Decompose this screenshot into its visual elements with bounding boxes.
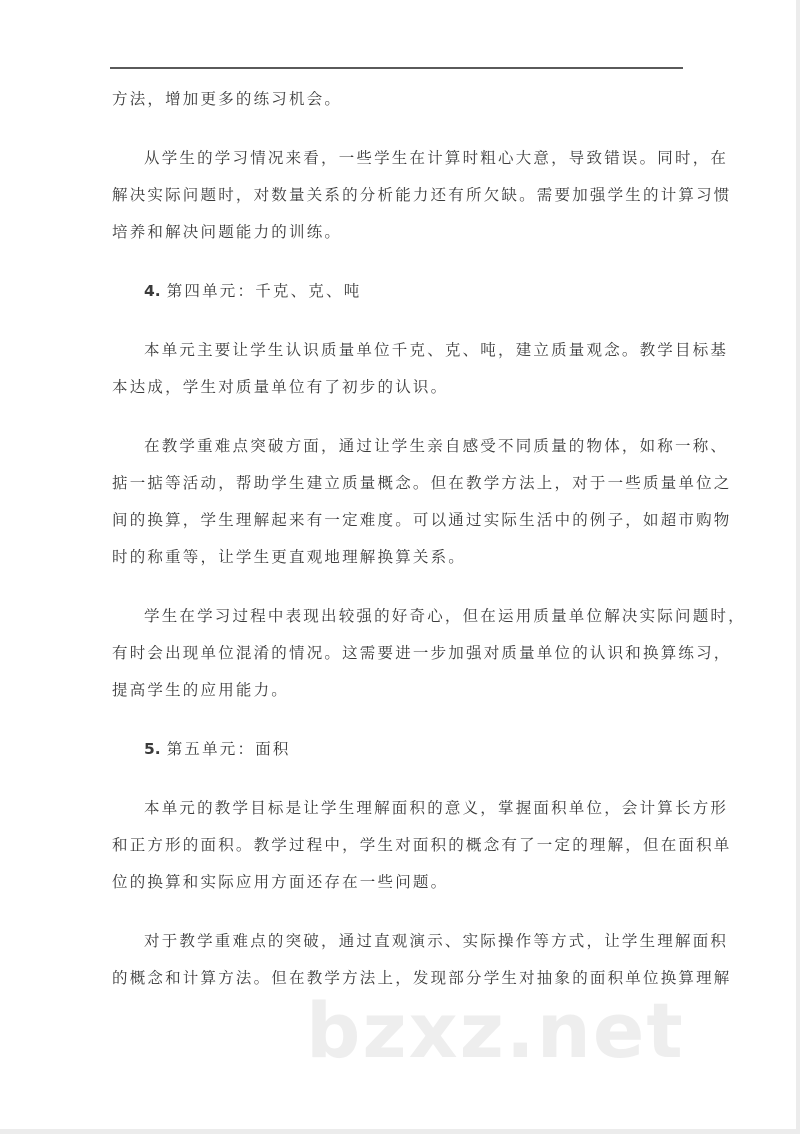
paragraph (112, 433, 732, 581)
paragraph-line: 本达成，学生对质量单位有了初步的认识。 (112, 378, 449, 396)
paragraph (112, 603, 746, 714)
paragraph (112, 928, 732, 1002)
paragraph-line: 方法，增加更多的练习机会。 (112, 90, 343, 108)
section-number: 4. (144, 282, 161, 300)
paragraph-line: 位的换算和实际应用方面还存在一些问题。 (112, 873, 449, 891)
paragraph-line: 有时会出现单位混淆的情况。这需要进一步加强对质量单位的认识和换算练习， (112, 644, 732, 662)
section-title: 第四单元：千克、克、吨 (166, 282, 362, 300)
section-title: 第五单元：面积 (166, 740, 291, 758)
paragraph-line: 和正方形的面积。教学过程中，学生对面积的概念有了一定的理解，但在面积单 (112, 836, 732, 854)
paragraph-line: 本单元主要让学生认识质量单位千克、克、吨，建立质量观念。教学目标基 (144, 341, 729, 359)
header-rule (110, 67, 683, 69)
watermark: bzxz.net (306, 986, 685, 1075)
document-body (112, 86, 746, 1002)
paragraph-line: 提高学生的应用能力。 (112, 681, 290, 699)
paragraph-line: 学生在学习过程中表现出较强的好奇心，但在运用质量单位解决实际问题时， (144, 607, 746, 625)
paragraph-line: 在教学重难点突破方面，通过让学生亲自感受不同质量的物体，如称一称、 (144, 437, 729, 455)
paragraph-line: 对于教学重难点的突破，通过直观演示、实际操作等方式，让学生理解面积 (144, 932, 729, 950)
section-number: 5. (144, 740, 161, 758)
paragraph-line: 从学生的学习情况来看，一些学生在计算时粗心大意，导致错误。同时，在 (144, 149, 729, 167)
paragraph-line: 本单元的教学目标是让学生理解面积的意义，掌握面积单位，会计算长方形 (144, 799, 729, 817)
paragraph-line: 掂一掂等活动，帮助学生建立质量概念。但在教学方法上，对于一些质量单位之 (112, 474, 732, 492)
paragraph-line: 解决实际问题时，对数量关系的分析能力还有所欠缺。需要加强学生的计算习惯 (112, 186, 732, 204)
paragraph (112, 145, 732, 256)
paragraph-line: 间的换算，学生理解起来有一定难度。可以通过实际生活中的例子，如超市购物 (112, 511, 732, 529)
paragraph-line: 培养和解决问题能力的训练。 (112, 223, 343, 241)
section-heading-unit-5 (112, 736, 684, 773)
paragraph-line: 的概念和计算方法。但在教学方法上，发现部分学生对抽象的面积单位换算理解 (112, 969, 732, 987)
paragraph (112, 337, 729, 411)
paragraph-line: 时的称重等，让学生更直观地理解换算关系。 (112, 548, 467, 566)
section-heading-unit-4 (112, 278, 684, 315)
paragraph (112, 795, 732, 906)
